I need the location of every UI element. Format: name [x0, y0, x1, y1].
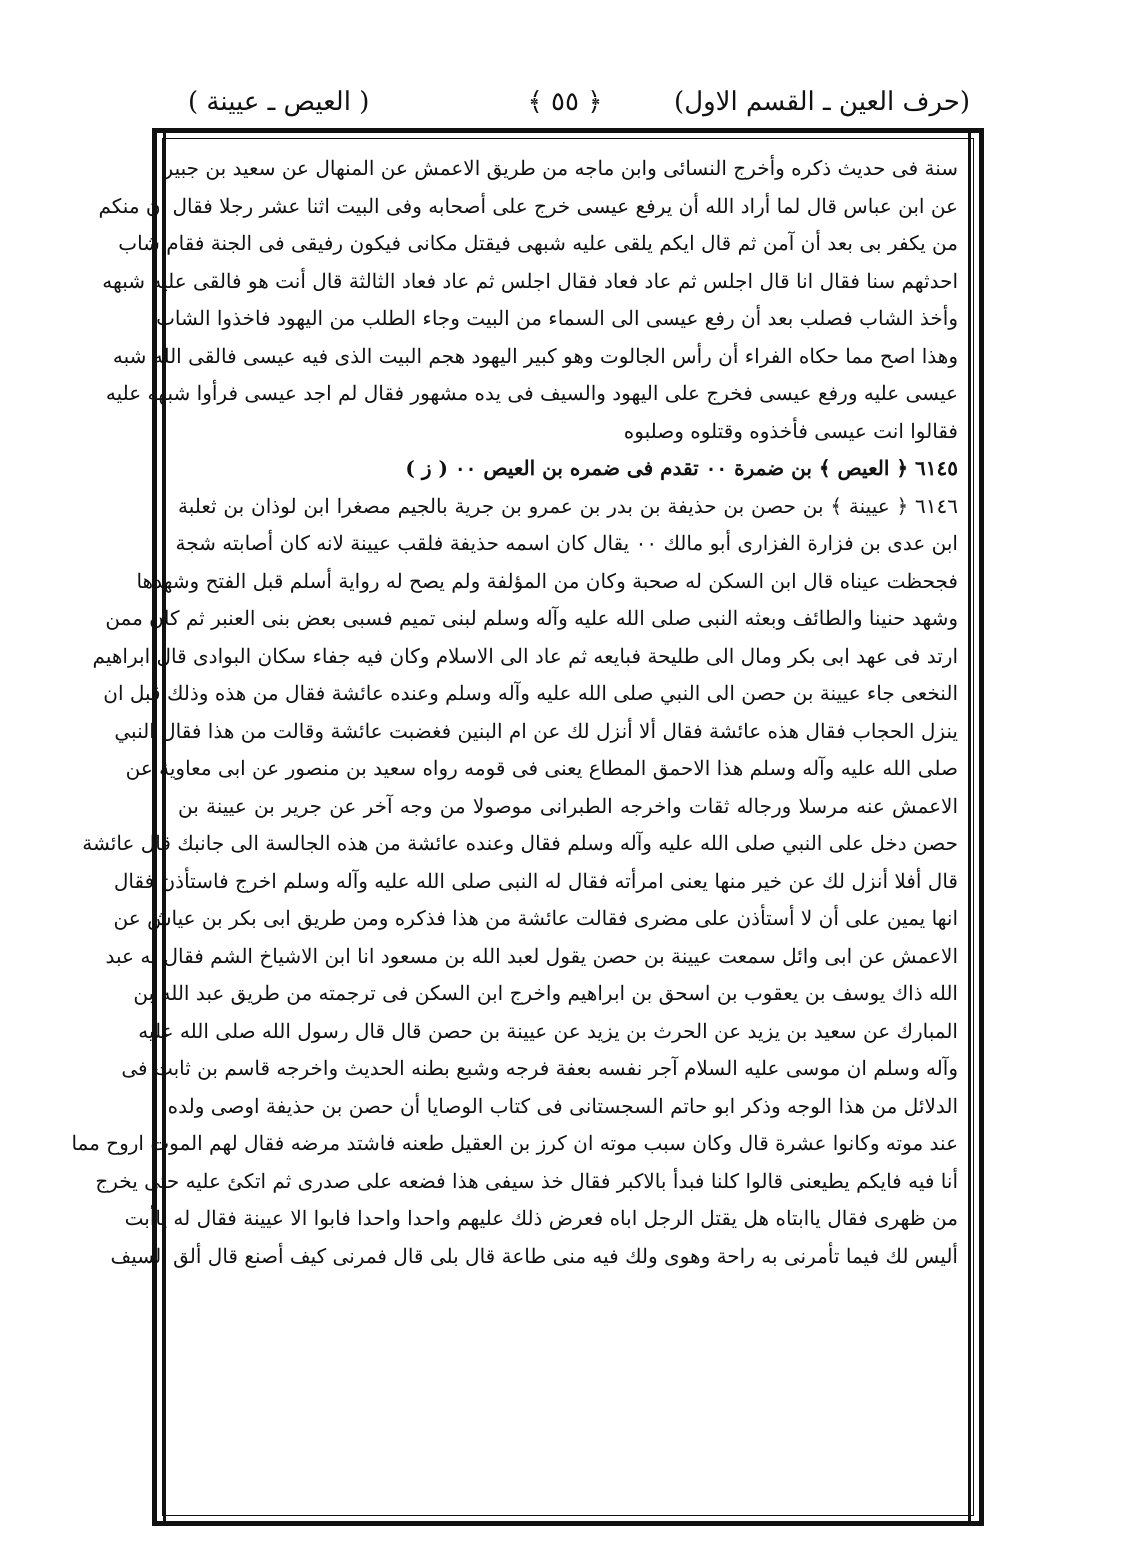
text-line: ارتد فى عهد ابى بكر ومال الى طليحة فبايعه ثم عاد الى الاسلام وكان فيه جفاء سكان البوادى قال ابراهيم — [92, 643, 958, 668]
text-line: الله ذاك يوسف بن يعقوب بن اسحق بن ابراهيم واخرج ابن السكن فى ترجمته من طريق عبد الله بن — [133, 981, 958, 1005]
text-line: من يكفر بى بعد أن آمن ثم قال ايكم يلقى عليه شبهى فيقتل مكانى فيكون رفيقى فى الجنة فقام شاب — [118, 231, 958, 255]
text-line: النخعى جاء عيينة بن حصن الى النبي صلى الله عليه وآله وسلم وعنده عائشة فقال من هذه وذلك قبل ان — [103, 681, 958, 705]
header-entries-range: ( العيص ـ عيينة ) — [188, 87, 370, 117]
header-section-title: (حرف العين ـ القسم الاول) — [674, 87, 970, 117]
entry-heading-uyayna: ٦١٤٦ ﴿ عيينة ﴾ بن حصن بن حذيفة بن بدر بن عمرو بن جرية بالجيم مصغرا ابن لوذان بن ثعلبة — [178, 493, 959, 518]
text-line: فجحظت عيناه قال ابن السكن له صحبة وكان من المؤلفة ولم يصح له رواية أسلم قبل الفتح وشهدها — [136, 568, 958, 593]
text-line: أليس لك فيما تأمرنى به راحة وهوى ولك فيه منى طاعة قال بلى قال فمرنى كيف أصنع قال ألق السيف — [110, 1243, 958, 1268]
entry-heading-al-ays: ٦١٤٥ ﴿ العيص ﴾ بن ضمرة ٠٠ تقدم فى ضمره بن العيص ٠٠ ( ز ) — [405, 456, 958, 480]
text-line: ينزل الحجاب فقال هذه عائشة فقال ألا أنزل لك عن ام البنين فغضبت عائشة وقالت من هذا فقال النبي — [114, 718, 958, 743]
main-text — [71, 150, 959, 1512]
text-line: عيسى عليه ورفع عيسى فخرج على اليهود والسيف فى يده مشهور فقال لم اجد عيسى فرأوا شبهه عليه — [105, 381, 958, 405]
text-line: قال أفلا أنزل لك عن خير منها يعنى امرأته فقال له النبى صلى الله عليه وآله وسلم اخرج فاستأذن فقال — [113, 868, 958, 893]
text-line: المبارك عن سعيد بن يزيد عن الحرث بن يزيد عن عيينة بن حصن قال قال رسول الله صلى الله عليه — [138, 1018, 958, 1043]
border-rule-right — [968, 128, 971, 1526]
text-line: انها يمين على أن لا أستأذن على مضرى فقالت عائشة من هذا فذكره ومن طريق ابى بكر بن عياش عن — [113, 906, 958, 930]
text-line: وآله وسلم ان موسى عليه السلام آجر نفسه بعفة فرجه وشبع بطنه الحديث واخرجه قاسم بن ثابت فى — [121, 1056, 958, 1080]
text-line: وشهد حنينا والطائف وبعثه النبى صلى الله عليه وآله وسلم لبنى تميم فسبى بعض بنى العنبر ثم كان ممن — [105, 606, 958, 630]
text-line: احدثهم سنا فقال انا قال اجلس ثم عاد فعاد فقال اجلس ثم عاد فعاد الثالثة قال أنت هو فالقى عليه شبهه — [102, 268, 958, 293]
page-number: ﴿ ٥٥ ﴾ — [527, 87, 603, 117]
text-line: ابن عدى بن فزارة الفزارى أبو مالك ٠٠ يقال كان اسمه حذيفة فلقب عيينة لانه كان أصابته شجة — [175, 531, 958, 555]
text-line: صلى الله عليه وآله وسلم هذا الاحمق المطاع يعنى فى قومه رواه سعيد بن منصور عن ابى معاوية عن — [125, 756, 958, 780]
text-line: وأخذ الشاب فصلب بعد أن رفع عيسى الى السماء من البيت وجاء الطلب من اليهود فاخذوا الشاب — [156, 306, 958, 330]
text-line: الدلائل من هذا الوجه وذكر ابو حاتم السجستانى فى كتاب الوصايا أن حصن بن حذيفة اوصى ولده — [167, 1093, 958, 1118]
page-header — [160, 82, 970, 126]
text-line: الاعمش عن ابى وائل سمعت عيينة بن حصن يقول لعبد الله بن مسعود انا ابن الاشياخ الشم فقال له عبد — [105, 943, 958, 968]
text-line: حصن دخل على النبي صلى الله عليه وآله وسلم فقال وعنده عائشة من هذه الجالسة الى جانبك قال عائشة — [82, 831, 958, 855]
text-line: فقالوا انت عيسى فأخذوه وقتلوه وصلبوه — [623, 418, 958, 443]
text-line: عند موته وكانوا عشرة قال وكان سبب موته ان كرز بن العقيل طعنه فاشتد مرضه فقال لهم الموت اروح مما — [71, 1131, 958, 1155]
text-line: من ظهرى فقال ياابتاه هل يقتل الرجل اباه فعرض ذلك عليهم واحدا واحدا فابوا الا عيينة فقال له ياأبت — [124, 1206, 958, 1230]
text-line: الاعمش عنه مرسلا ورجاله ثقات واخرجه الطبرانى موصولا من وجه آخر عن جرير بن عيينة بن — [178, 793, 958, 818]
text-line: وهذا اصح مما حكاه الفراء أن رأس الجالوت وهو كبير اليهود هجم البيت الذى فيه عيسى فالقى الله شبه — [112, 343, 958, 368]
text-line: سنة فى حديث ذكره وأخرج النسائى وابن ماجه من طريق الاعمش عن المنهال عن سعيد بن جبير — [163, 156, 958, 180]
text-line: أنا فيه فايكم يطيعنى قالوا كلنا فبدأ بالاكبر فقال خذ سيفى هذا فضعه على صدرى ثم اتكئ عليه حتى يخرج — [95, 1168, 958, 1193]
text-line: عن ابن عباس قال لما أراد الله أن يرفع عيسى خرج على أصحابه وفى البيت اثنا عشر رجلا فقال ان منكم — [98, 193, 958, 218]
